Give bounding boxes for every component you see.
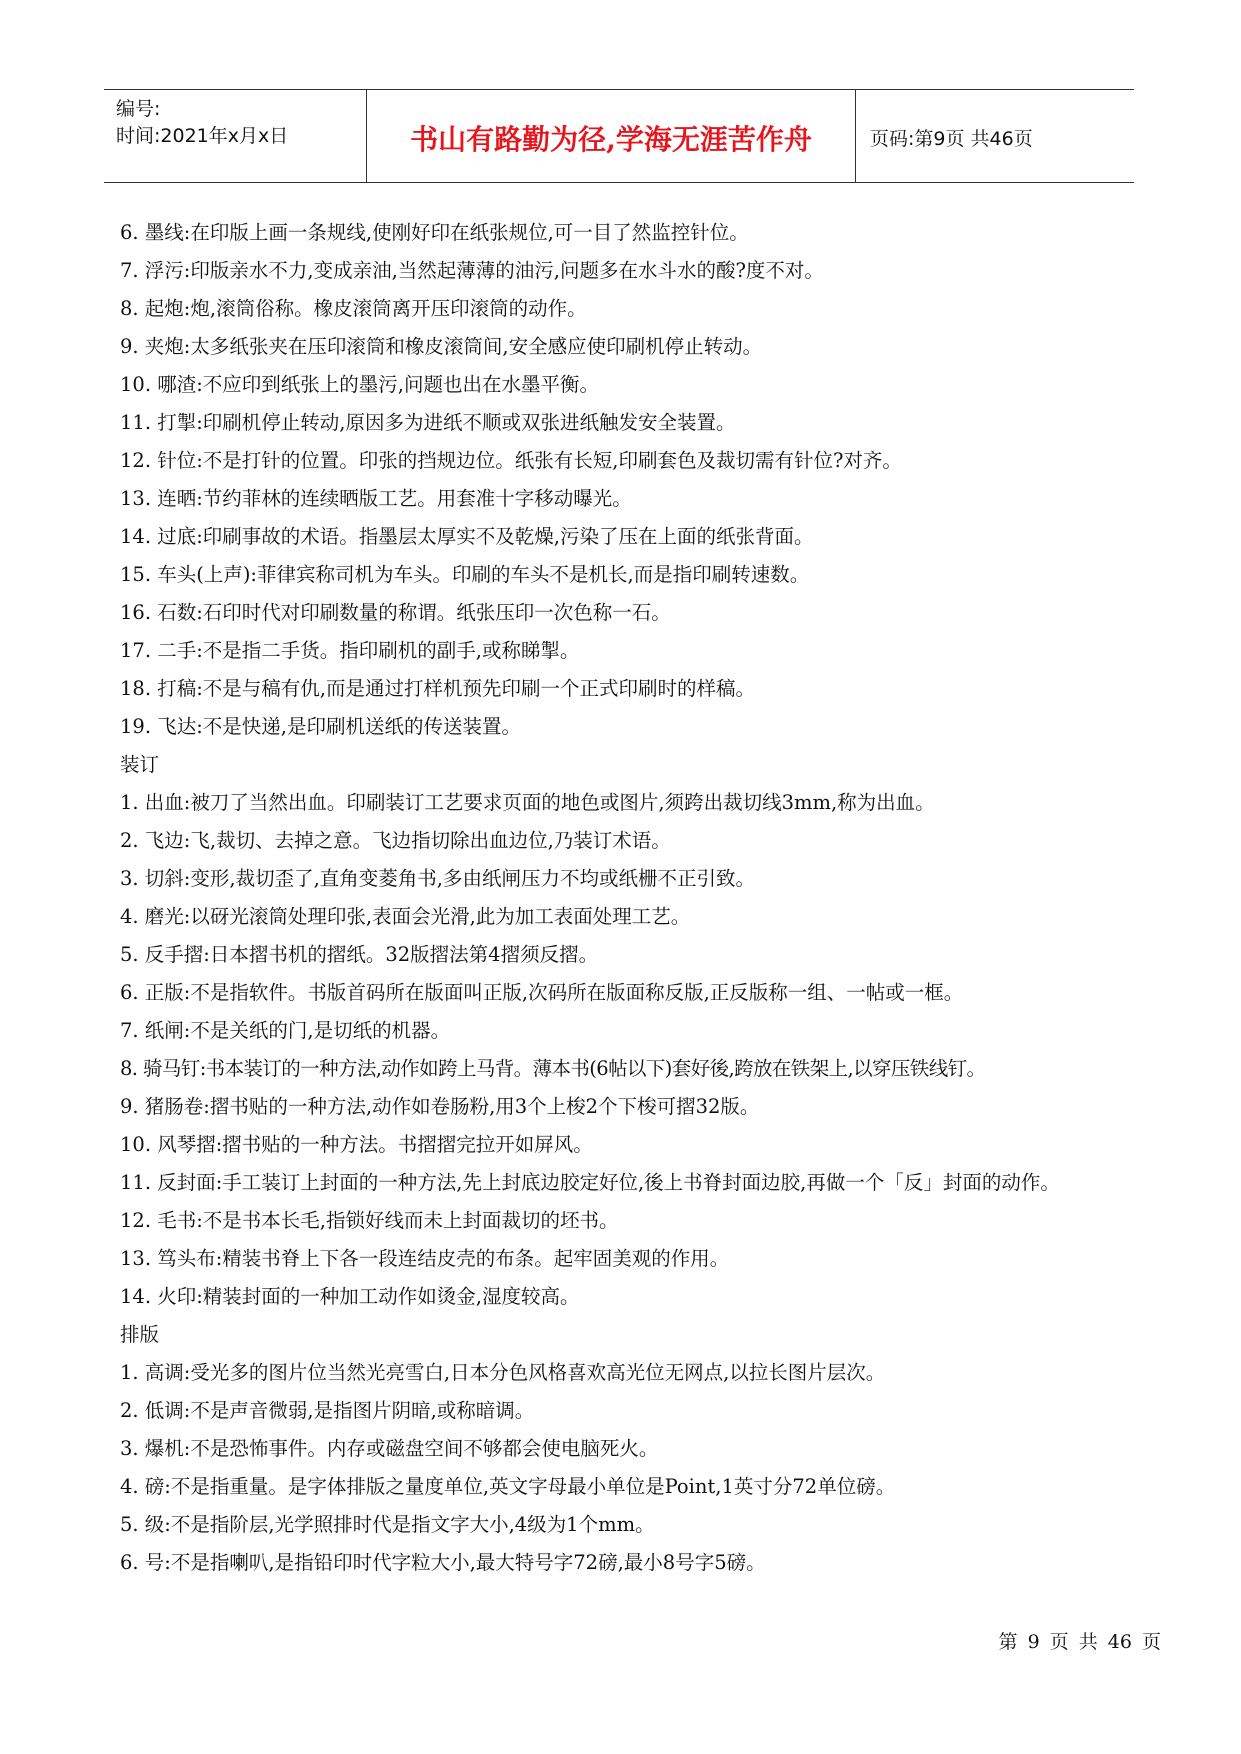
text-line: 3. 切斜:变形,裁切歪了,直角变菱角书,多由纸闸压力不均或纸栅不正引致。: [120, 867, 755, 890]
text-line-wrapped: 11. 反封面:手工装订上封面的一种方法,先上封底边胶定好位,後上书脊封面边胶,再做一个「反」封面的动作。: [120, 1171, 1060, 1194]
text-line: 7. 浮污:印版亲水不力,变成亲油,当然起薄薄的油污,问题多在水斗水的酸?度不对。: [120, 259, 824, 282]
text-line: 10. 哪渣:不应印到纸张上的墨污,问题也出在水墨平衡。: [120, 373, 599, 396]
text-line: 12. 针位:不是打针的位置。印张的挡规边位。纸张有长短,印刷套色及裁切需有针位?对齐。: [120, 449, 902, 472]
text-line: 2. 低调:不是声音微弱,是指图片阴暗,或称暗调。: [120, 1399, 535, 1422]
text-line: 3. 爆机:不是恐怖事件。内存或磁盘空间不够都会使电脑死火。: [120, 1437, 659, 1460]
text-line: 8. 骑马钉:书本装订的一种方法,动作如跨上马背。薄本书(6帖以下)套好後,跨放在铁架上,以穿压铁线钉。: [120, 1057, 986, 1080]
text-line: 15. 车头(上声):菲律宾称司机为车头。印刷的车头不是机长,而是指印刷转速数。: [120, 563, 810, 586]
text-line: 9. 猪肠卷:摺书贴的一种方法,动作如卷肠粉,用3个上梭2个下梭可摺32版。: [120, 1095, 760, 1118]
text-line: 4. 磅:不是指重量。是字体排版之量度单位,英文字母最小单位是Point,1英寸分72单位磅。: [120, 1475, 896, 1498]
text-line: 17. 二手:不是指二手货。指印刷机的副手,或称睇掣。: [120, 639, 580, 662]
document-body: [75, 214, 1170, 1582]
text-line: 6. 号:不是指喇叭,是指铅印时代字粒大小,最大特号字72磅,最小8号字5磅。: [120, 1551, 766, 1574]
text-line: 2. 飞边:飞,裁切、去掉之意。飞边指切除出血边位,乃装订术语。: [120, 829, 671, 852]
text-line: 11. 打掣:印刷机停止转动,原因多为进纸不顺或双张进纸触发安全装置。: [120, 411, 736, 434]
header-table: [104, 89, 1134, 183]
text-line: 9. 夹炮:太多纸张夹在压印滚筒和橡皮滚筒间,安全感应使印刷机停止转动。: [120, 335, 763, 358]
header-right-cell: [856, 90, 1134, 182]
header-center-cell: [366, 90, 856, 182]
text-line: 10. 风琴摺:摺书贴的一种方法。书摺摺完拉开如屏风。: [120, 1133, 593, 1156]
header-page-number: 页码:第9页 共46页: [870, 128, 1033, 150]
text-line: 19. 飞达:不是快递,是印刷机送纸的传送装置。: [120, 715, 521, 738]
text-line: 12. 毛书:不是书本长毛,指锁好线而未上封面裁切的坯书。: [120, 1209, 619, 1232]
document-number-label: 编号:: [116, 98, 161, 120]
text-line: 4. 磨光:以砑光滚筒处理印张,表面会光滑,此为加工表面处理工艺。: [120, 905, 691, 928]
text-line: 5. 级:不是指阶层,光学照排时代是指文字大小,4级为1个mm。: [120, 1513, 655, 1536]
text-line: 14. 过底:印刷事故的术语。指墨层太厚实不及乾燥,污染了压在上面的纸张背面。: [120, 525, 814, 548]
text-line: 7. 纸闸:不是关纸的门,是切纸的机器。: [120, 1019, 451, 1042]
text-line: 13. 笃头布:精装书脊上下各一段连结皮壳的布条。起牢固美观的作用。: [120, 1247, 730, 1270]
page-footer: 第 9 页 共 46 页: [998, 1631, 1161, 1653]
text-line: 5. 反手摺:日本摺书机的摺纸。32版摺法第4摺须反摺。: [120, 943, 599, 966]
text-line: 8. 起炮:炮,滚筒俗称。橡皮滚筒离开压印滚筒的动作。: [120, 297, 587, 320]
header-left-cell: [104, 90, 366, 182]
text-line: 18. 打稿:不是与稿有仇,而是通过打样机预先印刷一个正式印刷时的样稿。: [120, 677, 755, 700]
text-line: 6. 墨线:在印版上画一条规线,使刚好印在纸张规位,可一目了然监控针位。: [120, 221, 749, 244]
text-line: 6. 正版:不是指软件。书版首码所在版面叫正版,次码所在版面称反版,正反版称一组、一帖或一框。: [120, 981, 964, 1004]
section-heading-typesetting: 排版: [120, 1323, 160, 1346]
header-motto: 书山有路勤为径,学海无涯苦作舟: [410, 123, 812, 156]
text-line: 16. 石数:石印时代对印刷数量的称谓。纸张压印一次色称一石。: [120, 601, 671, 624]
text-line: 1. 高调:受光多的图片位当然光亮雪白,日本分色风格喜欢高光位无网点,以拉长图片层次。: [120, 1361, 886, 1384]
section-heading-binding: 装订: [120, 753, 160, 776]
text-line: 14. 火印:精装封面的一种加工动作如烫金,湿度较高。: [120, 1285, 580, 1308]
text-line: 13. 连晒:节约菲林的连续晒版工艺。用套准十字移动曝光。: [120, 487, 632, 510]
document-time-label: 时间:2021年x月x日: [116, 125, 289, 147]
text-line: 1. 出血:被刀了当然出血。印刷装订工艺要求页面的地色或图片,须跨出裁切线3mm,称为出血。: [120, 791, 935, 814]
